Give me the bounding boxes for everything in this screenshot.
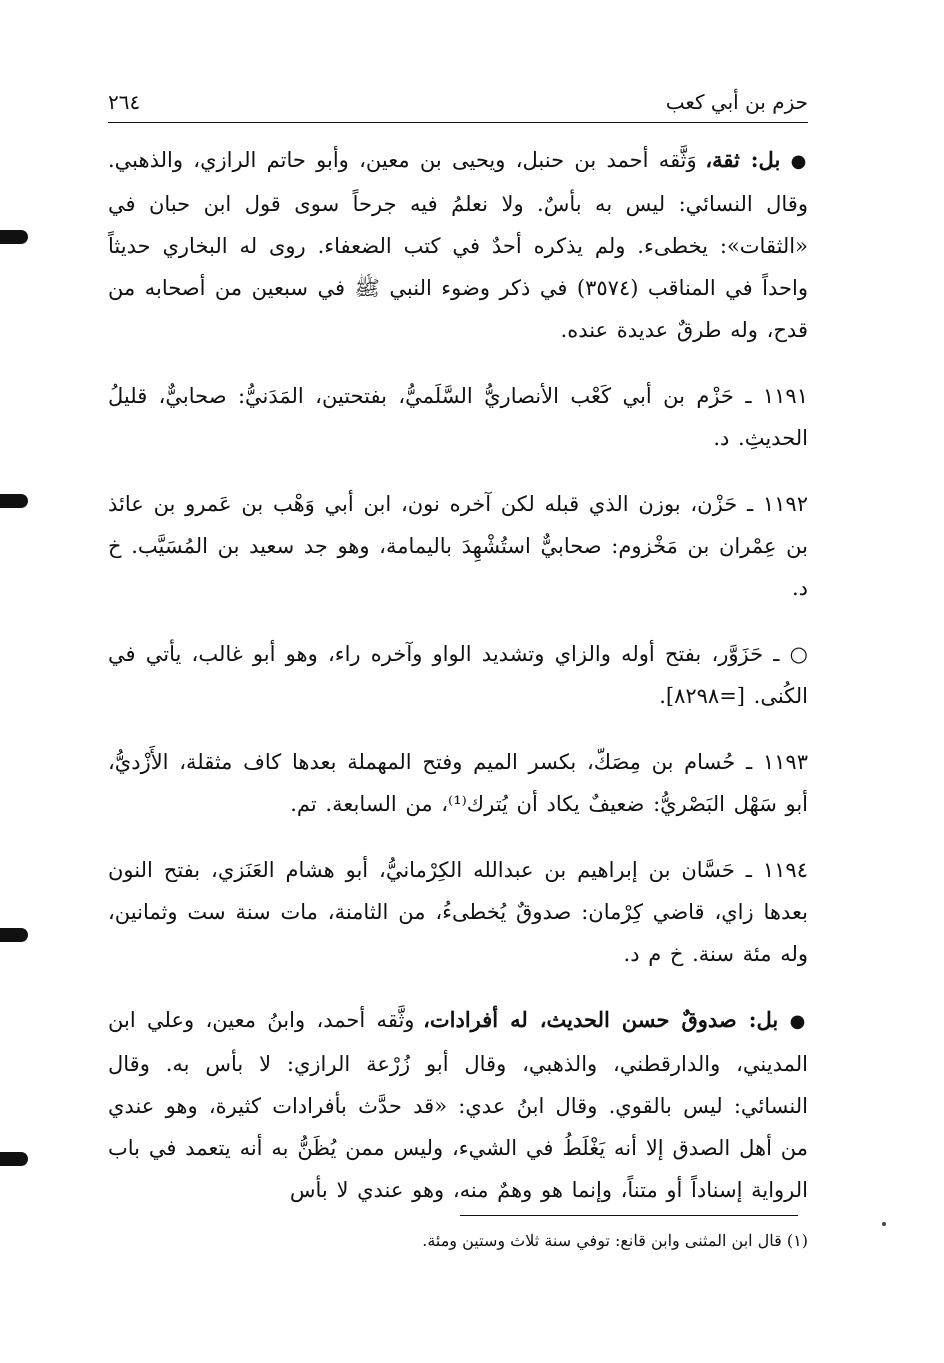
margin-mark — [0, 928, 28, 942]
margin-mark — [0, 1152, 28, 1166]
paragraph-lead: بل: ثقة، — [705, 147, 781, 172]
paragraph-1 — [108, 139, 808, 351]
margin-mark — [0, 230, 28, 244]
header-title: حزم بن أبي كعب — [660, 90, 808, 114]
paragraph-4: ○ ـ حَزَوَّر، بفتح أوله والزاي وتشديد الواو وآخره راء، وهو أبو غالب، يأتي في الكُنى. [=٨٢٩٨]. — [108, 642, 808, 708]
bullet-icon: ● — [790, 151, 808, 172]
page-body — [108, 88, 808, 1211]
page-number: ٢٦٤ — [108, 90, 146, 114]
paragraph-lead: بل: صدوقٌ حسن الحديث، له أفرادات، — [423, 1007, 779, 1032]
running-header — [108, 88, 808, 123]
footnote-rule — [460, 1215, 798, 1216]
paragraph-2: ١١٩١ ـ حَزْم بن أبي كَعْب الأنصاريُّ السَّلَميُّ، بفتحتين، المَدَنيُّ: صحابيٌّ، قليلُ الحديثِ. د. — [108, 384, 808, 450]
paragraph-7 — [108, 999, 808, 1211]
margin-mark — [0, 494, 28, 508]
paragraph-5: ١١٩٣ ـ حُسام بن مِصَكّ، بكسر الميم وفتح المهملة بعدها كاف مثقلة، الأَزْديُّ، أبو سَهْل البَصْريُّ: ضعيفٌ يكاد أن يُترك⁽¹⁾، من السابعة. تم. — [108, 750, 808, 816]
paragraph-3: ١١٩٢ ـ حَزْن، بوزن الذي قبله لكن آخره نون، ابن أبي وَهْب بن عَمرو بن عائذ بن عِمْران بن مَخْزوم: صحابيٌّ استُشْهِدَ باليمامة، وهو جد سعيد بن المُسَيَّب. خ د. — [108, 492, 808, 600]
bullet-icon: ● — [789, 1011, 808, 1032]
paragraph-text: وَثَّقه أحمد بن حنبل، ويحيى بن معين، وأبو حاتم الرازي، والذهبي. وقال النسائي: ليس به بأسٌ. ولا نعلمُ فيه جرحاً سوى قول ابن حبان في «الثقات»: يخطىء. ولم يذكره أحدٌ في كتب الضعفاء. روى له البخاري حديثاً واحداً في المناقب (٣٥٧٤) في ذكر وضوء النبي ﷺ في سبعين من أصحابه من قدح، وله طرقٌ عديدة عنده. — [108, 148, 809, 342]
paragraph-text: وثَّقه أحمد، وابنُ معين، وعلي ابن المديني، والدارقطني، والذهبي، وقال أبو زُرْعة الرازي: لا بأس به. وقال النسائي: ليس بالقوي. وقال ابنُ عدي: «قد حدَّث بأفرادات كثيرة، وهو عندي من أهل الصدق إلا أنه يَغْلَطُ في الشيء، وليس ممن يُظَنُّ به أنه يتعمد في باب الرواية إسناداً أو متناً، وإنما هو وهمٌ منه، وهو عندي لا بأس — [108, 1008, 808, 1202]
speck — [882, 1222, 886, 1226]
footnote: (١) قال ابن المثنى وابن قانع: توفي سنة ثلاث وستين ومئة. — [422, 1231, 808, 1250]
paragraph-6: ١١٩٤ ـ حَسَّان بن إبراهيم بن عبدالله الكِرْمانيُّ، أبو هشام العَنَزي، بفتح النون بعدها زاي، قاضي كِرْمان: صدوقٌ يُخطىءُ، من الثامنة، مات سنة ست وثمانين، وله مئة سنة. خ م د. — [108, 858, 808, 966]
